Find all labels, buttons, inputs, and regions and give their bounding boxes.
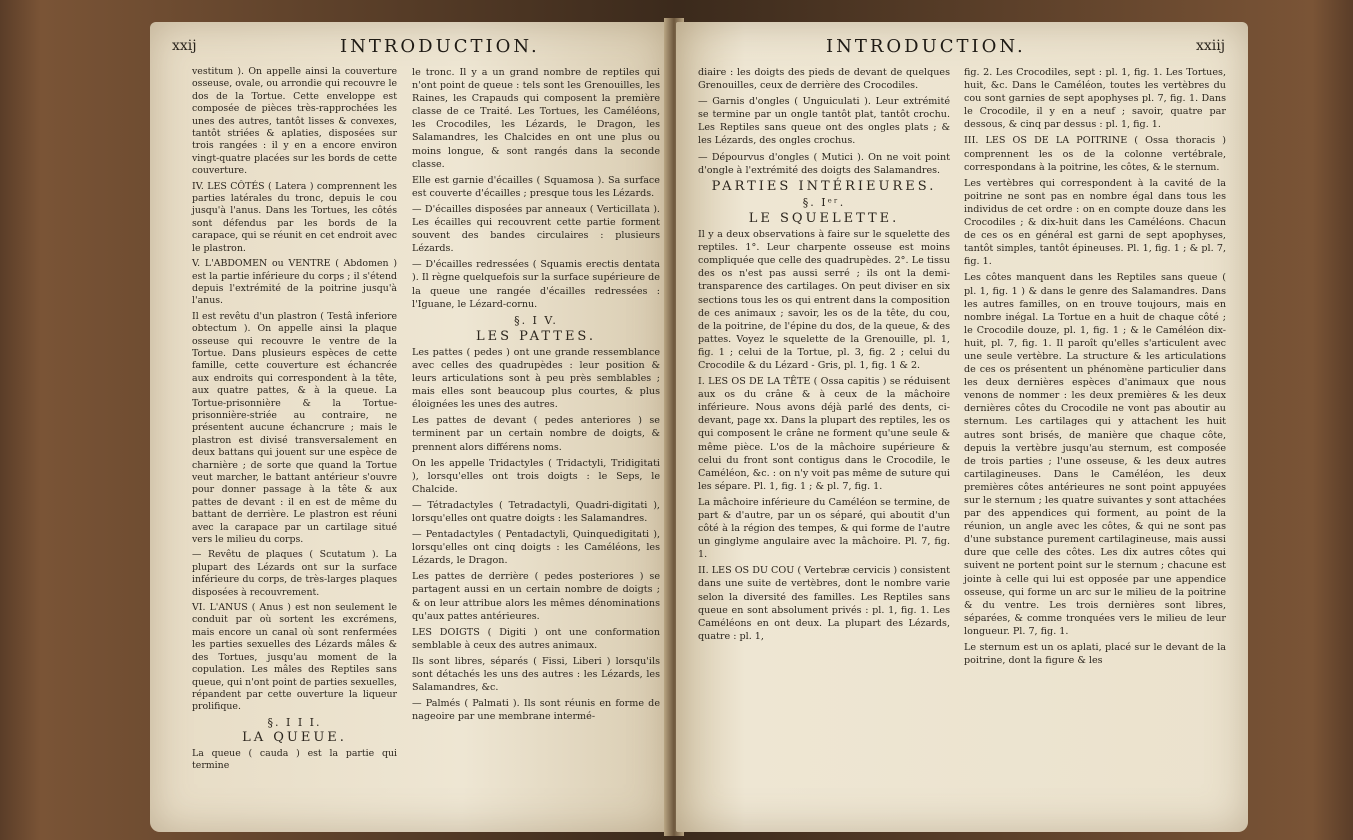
left-page-number: xxij bbox=[172, 38, 197, 54]
paragraph: vestitum ). On appelle ainsi la couverture osseuse, ovale, ou arrondie qui recouvre le dos de la Tortue. Cette enveloppe est composée de pièces très-rapprochées les unes des autres, tantôt lisses & convexes, tantôt striées & aplaties, disposées sur trois rangées : il y en a encore environ vingt-quatre placées sur les bords de cette couverture. bbox=[192, 66, 397, 177]
paragraph: La queue ( cauda ) est la partie qui termine bbox=[192, 747, 397, 771]
paragraph: Le sternum est un os aplati, placé sur le devant de la poitrine, dont la figure & les bbox=[964, 642, 1226, 667]
paragraph: I. LES OS DE LA TÊTE ( Ossa capitis ) se réduisent aux os du crâne & à ceux de la mâchoire inférieure. Nous avons déjà parlé des dents, ci-devant, page xx. Dans la plupart des reptiles, les os qui composent le crâne ne forment qu'une seule & même pièce. L'os de la mâchoire supérieure & celui du front sont contigus dans le Crocodile, le Caméléon, &c. : on n'y voit pas même de suture qui les sépare. Pl. 1, fig. 1 ; & pl. 7, fig. 1. bbox=[698, 376, 950, 492]
paragraph: Elle est garnie d'écailles ( Squamosa ). Sa surface est couverte d'écailles ; presque tous les Lézards. bbox=[412, 174, 660, 199]
paragraph: VI. L'ANUS ( Anus ) est non seulement le conduit par où sortent les excrémens, mais encore un canal où sont renfermées les parties sexuelles des Lézards mâles & des Tortues, jusqu'au moment de la copulation. Les mâles des Reptiles sans queue, qui n'ont point de parties sexuelles, répandent par cette ouverture la liqueur prolifique. bbox=[192, 602, 397, 713]
paragraph: Les pattes ( pedes ) ont une grande ressemblance avec celles des quadrupèdes : leur position & leurs articulations sont à peu près semblables ; mais elles sont beaucoup plus courtes, & plus éloignées les unes des autres. bbox=[412, 346, 660, 411]
paragraph: diaire : les doigts des pieds de devant de quelques Grenouilles, ceux de derrière des Crocodiles. bbox=[698, 67, 950, 92]
paragraph: Il y a deux observations à faire sur le squelette des reptiles. 1°. Leur charpente osseuse est moins compliquée que celle des quadrupèdes. 2°. Le tissu des os n'est pas aussi serré ; ils ont la demi-transparence des cartilages. On peut diviser en six sections tous les os qui entrent dans la composition de ces animaux ; savoir, les os de la tête, du cou, de la poitrine, de l'épine du dos, de la queue, & des pattes. Voyez le squelette de la Grenouille, pl. 1, fig. 1 ; celui de la Tortue, pl. 3, fig. 2 ; celui du Crocodile & du Lézard - Gris, pl. 1, fig. 1 & 2. bbox=[698, 229, 950, 371]
paragraph: — D'écailles redressées ( Squamis erectis dentata ). Il règne quelquefois sur la surface supérieure de la queue une rangée d'écailles redressées : l'Iguane, le Lézard-cornu. bbox=[412, 259, 660, 310]
paragraph: La mâchoire inférieure du Caméléon se termine, de part & d'autre, par un os séparé, qui aboutit d'un côté à la région des tempes, & qui forme de l'autre un ginglyme angulaire avec la mâchoire. Pl. 7, fig. 1. bbox=[698, 496, 950, 561]
paragraph: III. LES OS DE LA POITRINE ( Ossa thoracis ) comprennent les os de la colonne vertébrale, correspondans à la poitrine, les côtes, & le sternum. bbox=[964, 135, 1226, 173]
paragraph: On les appelle Tridactyles ( Tridactyli, Tridigitati ), lorsqu'elles ont trois doigts : le Seps, le Chalcide. bbox=[412, 457, 660, 495]
paragraph: Les vertèbres qui correspondent à la cavité de la poitrine ne sont pas en nombre égal dans tous les individus de cet ordre : on en compte douze dans les Crocodiles ; & dix-huit dans les Caméléons. Chacun de ces os en général est garni de sept apophyses, tantôt simples, tantôt épineuses. Pl. 1, fig. 1 ; & pl. 7, fig. 1. bbox=[964, 177, 1226, 268]
section-title: LE SQUELETTE. bbox=[748, 210, 900, 226]
right-column-2 bbox=[964, 66, 1226, 670]
paragraph: Il est revêtu d'un plastron ( Testâ inferiore obtectum ). On appelle ainsi la plaque osseuse qui recouvre le ventre de la Tortue. Dans plusieurs espèces de cette famille, cette couverture est échancrée aux endroits qui correspondent à la tête, aux quatre pattes, & à la queue. La Tortue-prisonnière & la Tortue-prisonnière-striée au contraire, ne présentent aucune échancrure ; mais le plastron est divisé transversalement en deux battans qui jouent sur une espèce de charnière ; de sorte que quand la Tortue veut marcher, le battant antérieur s'ouvre pour donner passage à la tête & aux pattes de devant : il en est de même du battant de derrière. Le plastron est réuni avec la carapace par un cartilage situé vers le milieu du corps. bbox=[192, 310, 397, 546]
paragraph: fig. 2. Les Crocodiles, sept : pl. 1, fig. 1. Les Tortues, huit, &c. Dans le Caméléon, toutes les vertèbres du cou sont garnies de sept apophyses pl. 7, fig. 1. Dans le Crocodile, il y en a neuf ; savoir, quatre par dessous, & cinq par dessus : pl. 1, fig. 1. bbox=[964, 67, 1226, 131]
paragraph: IV. LES CÔTÉS ( Latera ) comprennent les parties latérales du tronc, depuis le cou jusqu'à l'anus. Dans les Tortues, les côtés sont défendus par les bords de la carapace, qui se réunit en cet endroit avec le plastron. bbox=[192, 180, 397, 254]
right-column-1 bbox=[698, 66, 950, 646]
paragraph: LES DOIGTS ( Digiti ) ont une conformation semblable à ceux des autres animaux. bbox=[412, 626, 660, 651]
paragraph: Les pattes de devant ( pedes anteriores ) se terminent par un certain nombre de doigts, & prennent alors différens noms. bbox=[412, 415, 660, 453]
left-page bbox=[150, 22, 670, 832]
paragraph: Les côtes manquent dans les Reptiles sans queue ( pl. 1, fig. 1 ) & dans le genre des Salamandres. Dans les autres familles, on en trouve toujours, mais en nombre inégal. La Tortue en a huit de chaque côté ; le Crocodile douze, pl. 1, fig. 1 ; & le Caméléon dix-huit, pl. 7, fig. 1. Il paroît qu'elles s'articulent avec une seule vertèbre. La structure & les articulations de ces os présentent un phénomène particulier dans les deux dernières espèces d'animaux que nous venons de nommer : les deux premières & les deux dernières côtes du Crocodile ne vont pas aboutir au sternum. Les cartilages qui y attachent les huit autres sont brisés, de manière que chaque côte, depuis la vertèbre jusqu'au sternum, est composée de trois parties ; l'une osseuse, & les deux autres cartilagineuses. Dans le Caméléon, les deux premières côtes antérieures ne sont point appuyées sur le sternum ; les quatre suivantes y sont attachées par des appendices qui forment, au point de la réunion, un angle avec les côtes, & qui ne sont pas d'une substance purement cartilagineuse, mais aussi dure que celle des côtes. Les dix autres côtes qui suivent ne portent point sur le sternum ; chacune est jointe à celle qui lui est opposée par une appendice osseuse, qui forme un arc sur le milieu de la poitrine & du ventre. Les trois dernières sont libres, séparées, & comme tronquées vers le milieu de leur longueur. Pl. 7, fig. 1. bbox=[964, 272, 1226, 637]
paragraph: — Garnis d'ongles ( Unguiculati ). Leur extrémité se termine par un ongle tantôt plat, tantôt crochu. Les Reptiles sans queue ont des ongles plats ; & les Lézards, des ongles crochus. bbox=[698, 96, 950, 147]
section-number: §. I V. bbox=[514, 313, 558, 327]
paragraph: — D'écailles disposées par anneaux ( Verticillata ). Les écailles qui recouvrent cette partie forment souvent des bandes circulaires : plusieurs Lézards. bbox=[412, 203, 660, 255]
section-title: PARTIES INTÉRIEURES. bbox=[711, 178, 937, 194]
section-title: LES PATTES. bbox=[475, 328, 597, 344]
right-page bbox=[676, 22, 1248, 832]
section-title: LA QUEUE. bbox=[242, 730, 347, 746]
paragraph: Ils sont libres, séparés ( Fissi, Liberi ) lorsqu'ils sont détachés les uns des autres : les Lézards, les Salamandres, &c. bbox=[412, 655, 660, 694]
paragraph: le tronc. Il y a un grand nombre de reptiles qui n'ont point de queue : tels sont les Grenouilles, les Raines, les Crapauds qui composent la première classe de ce Traité. Les Tortues, les Caméléons, les Crocodiles, les Lézards, le Dragon, les Salamandres, les Chalcides en ont une plus ou moins longue, & sont rangés dans la seconde classe. bbox=[412, 67, 660, 170]
paragraph: Les pattes de derrière ( pedes posteriores ) se partagent aussi en un certain nombre de doigts ; & on leur attribue alors les mêmes dénominations qu'aux pattes antérieures. bbox=[412, 571, 660, 622]
paragraph: II. LES OS DU COU ( Vertebræ cervicis ) consistent dans une suite de vertèbres, dont le nombre varie selon la diversité des familles. Les Reptiles sans queue en sont absolument privés : pl. 1, fig. 1. Les Caméléons en ont deux. La plupart des Lézards, quatre : pl. 1, bbox=[698, 565, 950, 642]
paragraph: V. L'ABDOMEN ou VENTRE ( Abdomen ) est la partie inférieure du corps ; il s'étend depuis l'extrémité de la poitrine jusqu'à l'anus. bbox=[192, 258, 397, 307]
section-number: §. Iᵉʳ. bbox=[802, 195, 846, 209]
left-column-1 bbox=[192, 66, 397, 775]
section-number: §. I I I. bbox=[267, 715, 322, 729]
paragraph: — Tétradactyles ( Tetradactyli, Quadri-digitati ), lorsqu'elles ont quatre doigts : les Salamandres. bbox=[412, 499, 660, 524]
right-running-head: INTRODUCTION. bbox=[826, 36, 1026, 57]
paragraph: — Palmés ( Palmati ). Ils sont réunis en forme de nageoire par une membrane intermé- bbox=[412, 698, 660, 723]
paragraph: — Revêtu de plaques ( Scutatum ). La plupart des Lézards ont sur la surface inférieure du corps, de très-larges plaques disposées à recouvrement. bbox=[192, 549, 397, 598]
left-column-2 bbox=[412, 66, 660, 726]
paragraph: — Dépourvus d'ongles ( Mutici ). On ne voit point d'ongle à l'extrémité des doigts des Salamandres. bbox=[698, 151, 950, 176]
paragraph: — Pentadactyles ( Pentadactyli, Quinquedigitati ), lorsqu'elles ont cinq doigts : les Caméléons, les Lézards, le Dragon. bbox=[412, 529, 660, 567]
right-page-number: xxiij bbox=[1196, 38, 1226, 54]
left-running-head: INTRODUCTION. bbox=[340, 36, 540, 57]
